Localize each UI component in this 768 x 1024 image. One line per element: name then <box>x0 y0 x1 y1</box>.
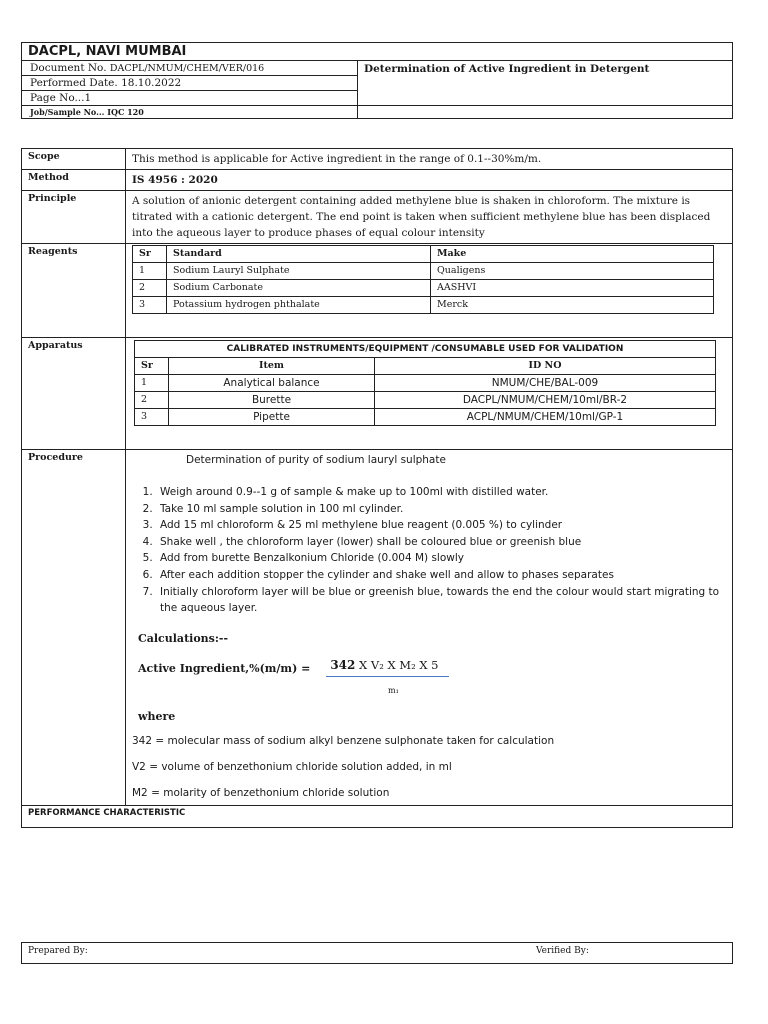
reagent-sr: 2 <box>133 280 167 297</box>
list-item: 4. Shake well , the chloroform layer (lower) shall be coloured blue or greenish blue <box>156 534 726 551</box>
apparatus-sr: 3 <box>135 409 169 426</box>
reagents-header-make: Make <box>431 246 714 263</box>
document-number-cell <box>22 61 358 76</box>
prepared-by-label: Prepared By: <box>28 946 88 956</box>
formula-numerator <box>326 657 448 677</box>
table-row <box>135 392 716 409</box>
job-sample-blank <box>358 106 733 119</box>
table-row <box>135 409 716 426</box>
apparatus-id: DACPL/NMUM/CHEM/10ml/BR-2 <box>375 392 716 409</box>
apparatus-id: ACPL/NMUM/CHEM/10ml/GP-1 <box>375 409 716 426</box>
performance-characteristic: PERFORMANCE CHARACTERISTIC <box>22 805 733 827</box>
verified-by-label: Verified By: <box>536 946 589 956</box>
apparatus-item: Pipette <box>169 409 375 426</box>
definition-m2: M2 = molarity of benzethonium chloride solution <box>132 786 390 799</box>
definition-v2: V2 = volume of benzethonium chloride solution added, in ml <box>132 760 452 773</box>
job-sample-label: Job/Sample No... <box>30 107 105 117</box>
method-text: IS 4956 : 2020 <box>126 170 733 191</box>
apparatus-caption: CALIBRATED INSTRUMENTS/EQUIPMENT /CONSUMABLE USED FOR VALIDATION <box>135 341 716 358</box>
apparatus-cell <box>126 338 733 450</box>
apparatus-item: Analytical balance <box>169 375 375 392</box>
performed-date-label: Performed Date. <box>30 77 118 89</box>
formula-denominator: m₁ <box>388 685 399 695</box>
reagents-table <box>132 245 714 314</box>
procedure-intro: Determination of purity of sodium lauryl sulphate <box>186 454 446 466</box>
performed-date-cell <box>22 76 358 91</box>
table-row <box>133 280 714 297</box>
list-item: 7. Initially chloroform layer will be blue or greenish blue, towards the end the colour would start migrating to the aqueous layer. <box>156 584 726 617</box>
reagents-header-row <box>133 246 714 263</box>
company-name: DACPL, NAVI MUMBAI <box>22 43 733 61</box>
method-label: Method <box>22 170 126 191</box>
list-item: 5. Add from burette Benzalkonium Chloride (0.004 M) slowly <box>156 550 726 567</box>
page-number: Page No...1 <box>22 91 358 106</box>
document-number: DACPL/NMUM/CHEM/VER/016 <box>109 63 265 74</box>
apparatus-item: Burette <box>169 392 375 409</box>
reagent-standard: Potassium hydrogen phthalate <box>167 297 431 314</box>
document-header <box>21 42 733 119</box>
scope-label: Scope <box>22 149 126 170</box>
method-table <box>21 148 733 828</box>
reagent-sr: 3 <box>133 297 167 314</box>
principle-label: Principle <box>22 191 126 244</box>
table-row <box>133 297 714 314</box>
scope-text: This method is applicable for Active ingredient in the range of 0.1--30%m/m. <box>126 149 733 170</box>
procedure-cell <box>126 450 733 806</box>
table-row <box>135 375 716 392</box>
job-sample-cell <box>22 106 358 119</box>
document-title: Determination of Active Ingredient in Detergent <box>358 61 733 106</box>
where-label: where <box>138 709 176 723</box>
reagent-make: AASHVI <box>431 280 714 297</box>
reagents-cell <box>126 244 733 338</box>
apparatus-header-row <box>135 358 716 375</box>
apparatus-header-sr: Sr <box>135 358 169 375</box>
definition-342: 342 = molecular mass of sodium alkyl benzene sulphonate taken for calculation <box>132 734 555 747</box>
reagent-make: Qualigens <box>431 263 714 280</box>
reagent-sr: 1 <box>133 263 167 280</box>
list-item: 2. Take 10 ml sample solution in 100 ml cylinder. <box>156 501 726 518</box>
formula-constant: 342 <box>330 657 356 672</box>
calculations-heading: Calculations:-- <box>138 631 229 645</box>
apparatus-table <box>134 340 716 426</box>
formula-terms: X V₂ X M₂ X 5 <box>355 657 439 672</box>
apparatus-id: NMUM/CHE/BAL-009 <box>375 375 716 392</box>
job-sample-number: IQC 120 <box>107 107 144 117</box>
apparatus-header-id: ID NO <box>375 358 716 375</box>
table-row <box>133 263 714 280</box>
list-item: 3. Add 15 ml chloroform & 25 ml methylene blue reagent (0.005 %) to cylinder <box>156 517 726 534</box>
reagent-make: Merck <box>431 297 714 314</box>
reagents-header-sr: Sr <box>133 246 167 263</box>
document-number-label: Document No. <box>30 62 107 74</box>
reagent-standard: Sodium Lauryl Sulphate <box>167 263 431 280</box>
list-item: 1. Weigh around 0.9--1 g of sample & make up to 100ml with distilled water. <box>156 484 726 501</box>
apparatus-sr: 1 <box>135 375 169 392</box>
procedure-steps <box>156 484 726 617</box>
signature-footer <box>21 942 733 964</box>
reagent-standard: Sodium Carbonate <box>167 280 431 297</box>
principle-text: A solution of anionic detergent containing added methylene blue is shaken in chloroform. The mixture is titrated with a cationic detergent. The end point is taken when sufficient methylene blue has been displaced into the aqueous layer to produce phases of equal colour intensity <box>126 191 733 244</box>
apparatus-sr: 2 <box>135 392 169 409</box>
reagents-label: Reagents <box>22 244 126 338</box>
formula-label: Active Ingredient,%(m/m) = <box>138 661 311 675</box>
performed-date: 18.10.2022 <box>121 77 182 89</box>
formula <box>138 657 726 677</box>
apparatus-header-item: Item <box>169 358 375 375</box>
list-item: 6. After each addition stopper the cylinder and shake well and allow to phases separates <box>156 567 726 584</box>
reagents-header-standard: Standard <box>167 246 431 263</box>
apparatus-label: Apparatus <box>22 338 126 450</box>
procedure-label: Procedure <box>22 450 126 806</box>
